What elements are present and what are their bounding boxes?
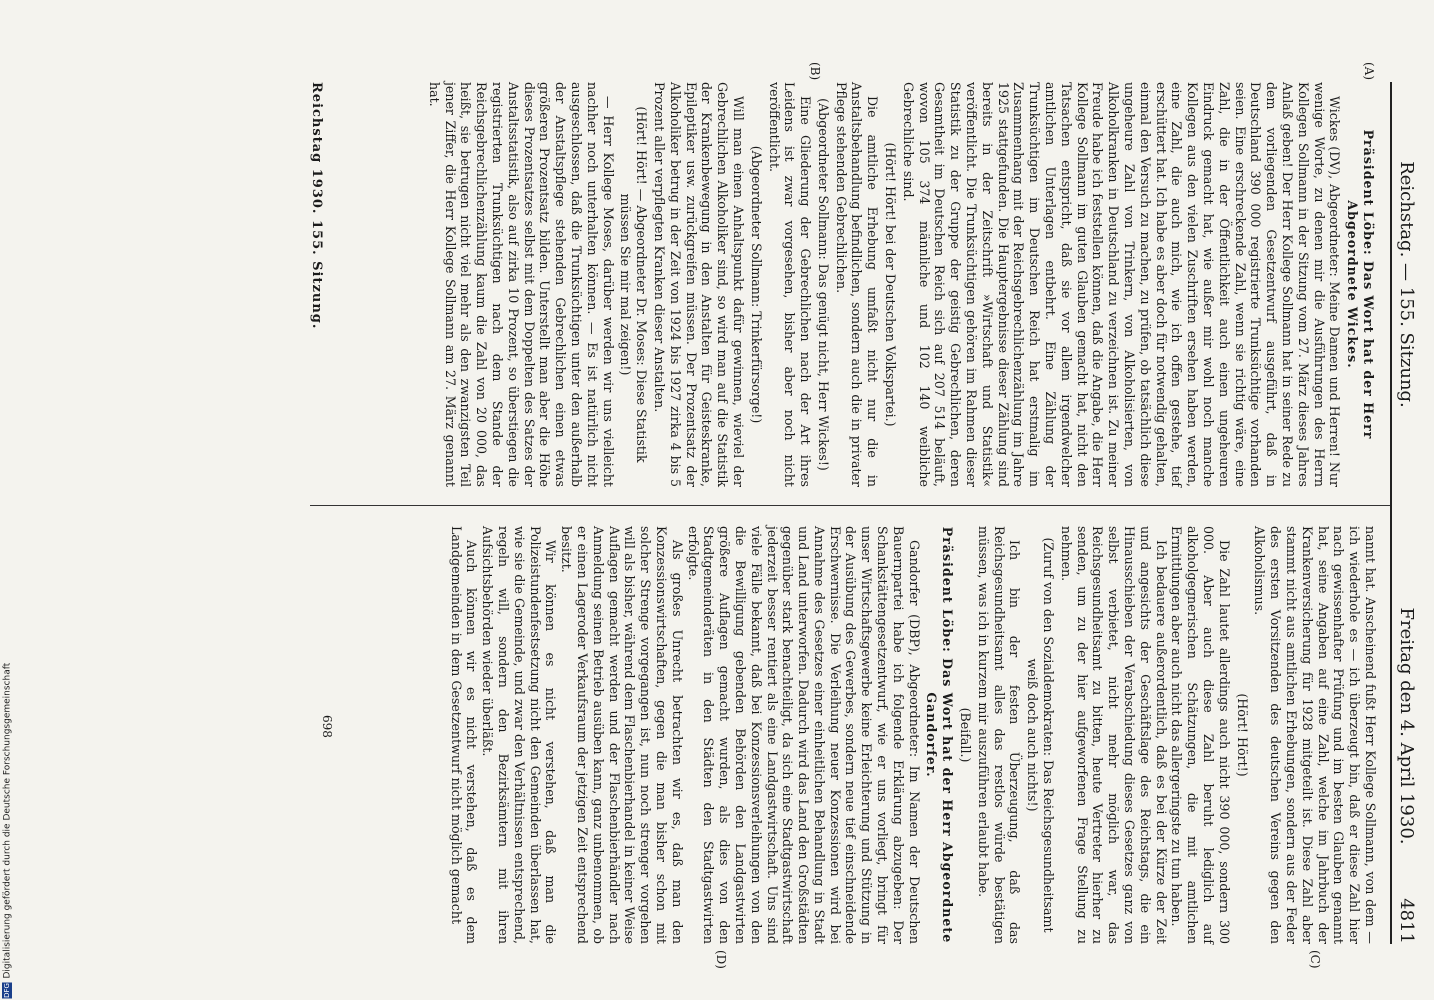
margin-marker-c: (C) [1308,950,1322,969]
paragraph: Wir können es nicht verstehen, daß man die Polizeistundenfestsetzung nicht den Gemeinden überlassen hat, wie sie die Gemeinde, und zwar den Verhältnissen entsprechend, regeln will, sondern den Bezirksämtern mit ihren Aufsichtsbehörden wieder überläßt. [480,526,559,944]
interjection: (Hört! Hört! — Abgeordneter Dr. Moses: Diese Statistik müssen Sie mir mal zeigen!) [618,106,650,463]
paragraph: Die amtliche Erhebung umfaßt nicht nur die in Anstaltsbehandlung befindlichen, sondern auch die in privater Pflege stehenden Gebrechlichen. [833,82,881,487]
column-right [448,526,1378,944]
paragraph: Wickes (DV), Abgeordneter: Meine Damen und Herren! Nur wenige Worte, zu denen mir die Ausführungen des Herrn Kollegen Sollmann in der Sitzung vom 27. März dieses Jahres Anlaß geben! Der Herr Kollege Sollmann hat in seiner Rede zu dem vorliegenden Gesetzentwurf ausgeführt, daß in Deutschland 390 000 registrierte Trunksüchtige vorhanden seien. Eine erschreckende Zahl, wenn sie richtig wäre, eine Zahl, die in der Öffentlichkeit auch einen ungeheuren Eindruck gemacht hat, wie außer mir wohl noch manche Kollegen aus den vielen Zuschriften ersehen haben werden, eine Zahl, die auch mich, wie ich offen gestehe, tief erschüttert hat. Ich habe es aber doch für notwendig gehalten, einmal den Versuch zu machen, zu prüfen, ob tatsächlich diese ungeheure Zahl von Trinkern, von Alkoholisierten, von Alkoholkranken in Deutschland zu verzeichnen ist. Zu meiner Freude habe ich feststellen können, daß die Angabe, die Herr Kollege Sollmann im guten Glauben gemacht hat, nicht den Tatsachen entspricht, daß sie vor allem irgendwelcher amtlichen Unterlagen entbehrt. Eine Zählung der Trunksüchtigen im Deutschen Reich hat erstmalig im Zusammenhang mit der Reichsgebrechlichenzählung im Jahre 1925 stattgefunden. Die Hauptergebnisse dieser Zählung sind bereits in der Zeitschrift »Wirtschaft und Statistik« veröffentlicht. Die Trunksüchtigen gehören im Rahmen dieser Statistik zu der Gruppe der geistig Gebrechlichen, deren Gesamtheit im Deutschen Reich sich auf 207 514 beläuft, wovon 105 374 männliche und 102 140 weibliche Gebrechliche sind. [900,82,1343,487]
header-left: Reichstag. — 155. Sitzung. [1396,161,1417,408]
column-divider [310,505,1390,506]
paragraph: nannt hat. Anscheinend fußt Herr Kollege Sollmann, von dem — ich wiederhole es — ich überzeugt bin, daß er diese Zahl hier nach gewissenhafter Prüfung und im besten Glauben genannt hat, seine Angaben auf eine Zahl, welche im Jahrbuch der Krankenversicherung für 1928 mitgeteilt ist. Diese Zahl aber stammt nicht aus amtlichen Erhebungen, sondern aus der Feder des ersten Vorsitzenden des deutschen Vereins gegen den Alkoholismus. [1252,526,1378,944]
margin-marker-a: (A) [1362,62,1376,81]
credit-text: Digitalisierung gefördert durch die Deutsche Forschungsgemeinschaft [2,662,13,978]
margin-marker-d: (D) [714,950,728,969]
paragraph: Gandorfer (DBP), Abgeordneter: Im Namen der Deutschen Bauernpartei habe ich folgende Erklärung abzugeben: Der Schankstättengesetzentwurf, wie er uns vorliegt, bringt für unser Wirtschaftsgewerbe keine Erleichterung und Stützung in der Ausübung des Gewerbes, sondern neue tief einschneidende Erschwernisse. Die Verleihung neuer Konzessionen wird bei Annahme des Gesetzes einer einheitlichen Behandlung in Stadt und Land unterworfen. Dadurch wird das Land den Großstädten gegenüber stark benachteiligt, da sich eine Stadtgastwirtschaft jederzeit besser rentiert als eine Landgastwirtschaft. Uns sind viele Fälle bekannt, daß bei Konzessionsverleihungen von den die Bewilligung gebenden Behörden den Landgastwirten größere Auflagen gemacht wurden, als dies von den Stadtgemeinderäten in den Städten den Stadtgastwirten erfolgte. [685,526,922,944]
interjection: (Hört! Hört!) [1234,693,1250,777]
interjection: (Abgeordneter Sollmann: Trinkerfürsorge!) [748,145,764,424]
header-right: Freitag den 4. April 1930. [1396,607,1417,845]
interjection: (Hört! Hört! bei der Deutschen Volkspartei.) [883,142,899,427]
paragraph: Die Zahl lautet allerdings auch nicht 390 000, sondern 300 000. Aber auch diese Zahl beruht lediglich auf alkoholgegnerischen Schätzungen, die mit amtlichen Ermittlungen aber auch nicht das allergeringste zu tun haben. [1169,526,1232,944]
footer-left: Reichstag 1930. 155. Sitzung. [309,82,324,330]
interjection: (Beifall.) [958,707,974,763]
paragraph: Präsident Löbe: Das Wort hat der Herr Abgeordnete Gandorfer. [924,526,956,944]
paragraph: Ich bedauere außerordentlich, daß es bei der Kürze der Zeit und angesichts der Geschäftslage des Reichstags, die ein Hinausschieben der Verabschiedung dieses Gesetzes ganz von selbst verbietet, nicht mehr möglich war, das Reichsgesundheitsamt zu bitten, heute Vertreter hierher zu senden, um zu der hier aufgeworfenen Frage Stellung zu nehmen. [1058,526,1169,944]
page-header [1390,82,1422,944]
dfg-logo-icon: DFG [3,982,11,998]
paragraph: Eine Gliederung der Gebrechlichen nach der Art ihres Leidens ist zwar vorgesehen, bisher aber noch nicht veröffentlicht. [766,82,814,487]
margin-marker-b: (B) [808,62,822,81]
column-left [426,82,1378,487]
paragraph: Auch können wir es nicht verstehen, daß es dem Landgemeinden in dem Gesetzentwurf nicht möglich gemacht [448,526,480,944]
paragraph: Als großes Unrecht betrachten wir es, daß man den Konzessionswirtschaften, gegen die man bisher schon mit solcher Strenge vorgegangen ist, nun noch strenger vorgehen will als bisher, während dem Flaschenbierhandel in keiner Weise Auflagen gemacht werden und der Flaschenbierhändler nach Anmeldung seinen Betrieb ausüben kann, ganz unbenommen, ob er einen Lageroder Verkaufsraum der jetzigen Zeit entsprechend besitzt. [559,526,685,944]
header-page-number: 4811 [1396,898,1417,944]
paragraph: — Herr Kollege Moses, darüber werden wir uns vielleicht nachher noch unterhalten können. — Es ist natürlich nicht ausgeschlossen, daß die Trunksüchtigen unter den außerhalb der Anstaltspflege stehenden Gebrechlichen einen etwas größeren Prozentsatz bilden. Unterstellt man aber die Höhe dieses Prozentsatzes selbst mit dem Doppelten des Satzes der Anstaltsstatistik, also auf zirka 10 Prozent, so überstiegen die registrierten Trunksüchtigen nach dem Stande der Reichsgebrechlichenzählung kaum die Zahl von 20 000, das heißt, sie betrugen nicht viel mehr als den zwanzigsten Teil jener Ziffer, die Herr Kollege Sollmann am 27. März genannt hat. [426,82,616,487]
interjection: (Zuruf von den Sozialdemokraten: Das Reichsgesundheitsamt weiß doch auch nichts!) [1025,537,1057,933]
footer-page-number: 698 [320,715,334,738]
digitization-credit [2,662,13,998]
paragraph: Ich bin der festen Überzeugung, daß das Reichsgesundheitsamt alles das restlos würde bestätigen müssen, was ich in kurzem mir auszuführen erlaubt habe. [975,526,1023,944]
page-footer [309,82,324,329]
interjection: (Abgeordneter Sollmann: Das genügt nicht, Herr Wickes!) [815,98,831,471]
paragraph: Will man einen Anhaltspunkt dafür gewinnen, wieviel der Gebrechlichen Alkoholiker sind, so wird man auf die Statistik der Krankenbewegung in den Anstalten für Geisteskranke, Epileptiker usw. zurückgreifen müssen. Der Prozentsatz der Alkoholiker betrug in der Zeit von 1924 bis 1927 zirka 4 bis 5 Prozent aller verpflegten Kranken dieser Anstalten. [651,82,746,487]
paragraph: Präsident Löbe: Das Wort hat der Herr Abgeordnete Wickes. [1345,129,1376,440]
